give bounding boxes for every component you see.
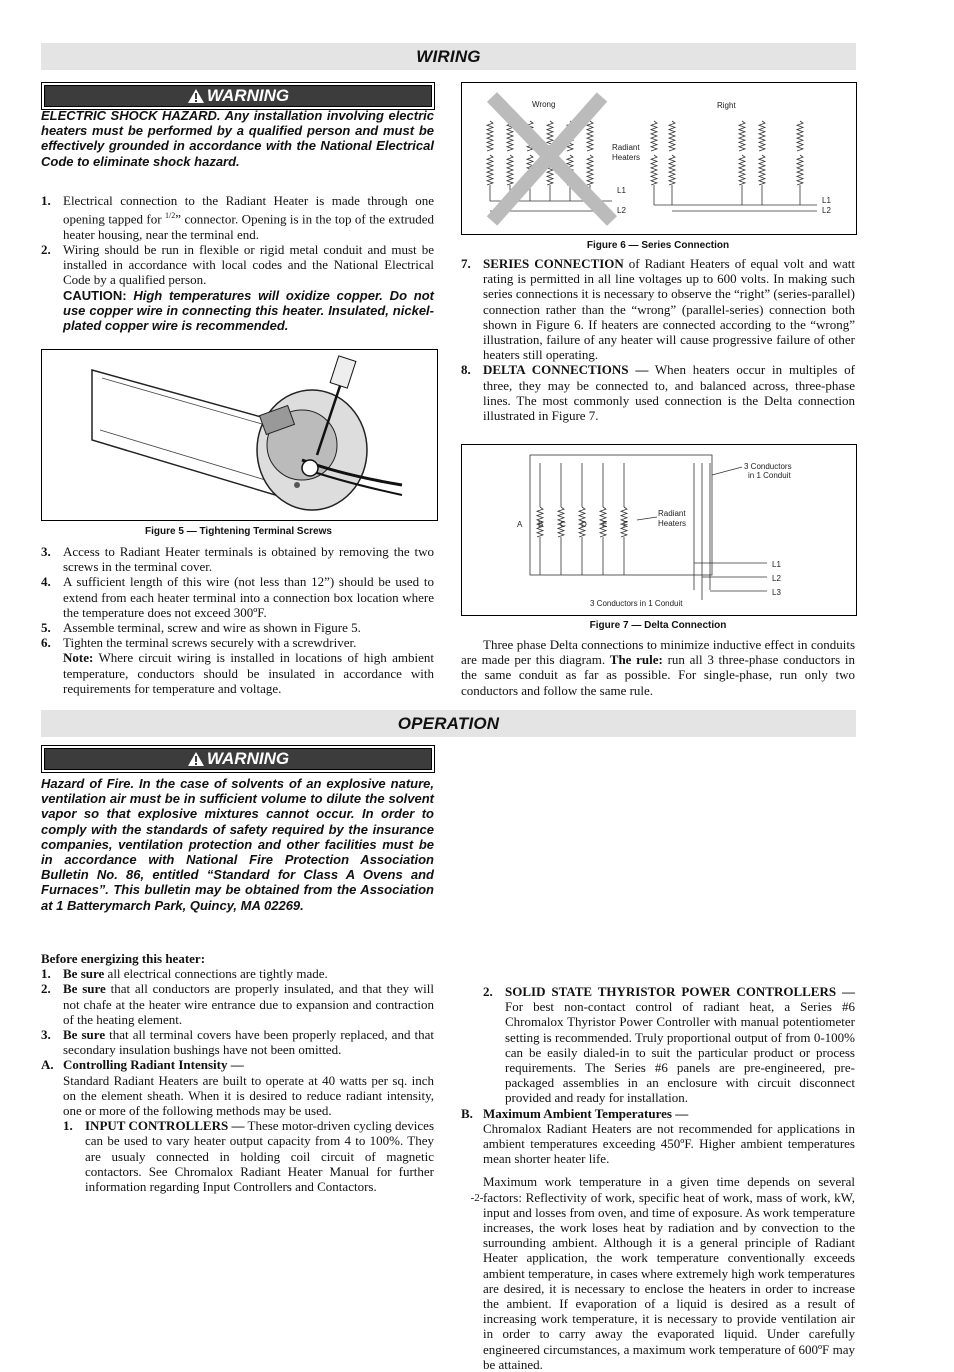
leader-line [637,517,657,520]
wiring-step-3: 3. Access to Radiant Heater terminals is obtained by removing the two screws in the terminal cover. [41,544,434,575]
operation-left-column [41,951,434,1194]
fig7-bottom-label: 3 Conductors in 1 Conduit [590,599,683,608]
warning-label: WARNING [206,749,290,768]
operation-right-column [461,984,855,1372]
wiring-step-8: 8. DELTA CONNECTIONS — When heaters occur in multiples of three, they may be connected to, and balanced across, three-phase lines. The most commonly used connection is the Delta connection illustrated in Figure 7. [461,362,855,424]
fig7-heaters-label: Heaters [658,519,687,528]
fig6-wrong-label: Wrong [532,100,556,109]
heater-coil [651,155,657,185]
figure-5-caption: Figure 5 — Tightening Terminal Screws [145,526,332,537]
operation-step-2: 2. Be sure that all conductors are properly insulated, and that they will not chafe at the heater wire entrance due to expansion and contraction of the heating element. [41,981,434,1027]
fig6-right-l1: L1 [822,196,831,205]
operation-step-1: 1. Be sure all electrical connections are tightly made. [41,966,328,982]
thyristor-controllers: 2. SOLID STATE THYRISTOR POWER CONTROLLERS — For best non-contact control of radiant heat, a Series #6 Chromalox Thyristor Power Controller with manual potentiometer setting is recommended. Truly proportional output of from 0-100% can be easily dialed-in to suit the particular product or process requirements. The Series #6 panels are pre-engineered, pre-packaged assemblies in an enclosure with circuit disconnect provided and ready for installation. [483,984,855,1106]
page-number: -2- [470,1192,484,1204]
heater-coil [587,121,593,151]
heater-coil [797,155,803,185]
fig7-conduit-label: in 1 Conduit [748,471,791,480]
fig7-l1: L1 [772,560,781,569]
input-controllers: 1. INPUT CONTROLLERS — These motor-driven cycling devices can be used to vary heater output capacity from 4 to 100%. They are usualy connected in holding coil circuit of magnetic contactors. See Chromalox Radiant Heater Manual for further information regarding Input Controllers and Contactors. [63,1118,435,1195]
fig7-label-f: F [623,520,628,529]
heater-coil [759,155,765,185]
fig7-l3: L3 [772,588,781,597]
leader-line [712,467,742,475]
wiring-step-7: 7. SERIES CONNECTION of Radiant Heaters of equal volt and watt rating is permitted in all line voltages up to 600 volts. In making such series connections it is necessary to observe the “right” (series-parallel) connection rather than the “wrong” (parallel-series) connection both shown in Figure 6. If heaters are connected according to the “wrong” illustration, failure of any heater will cause progressive failure of other heaters still operating. [461,256,855,363]
wiring-step-2: 2. Wiring should be run in flexible or rigid metal conduit and must be installed in accordance with local codes and the National Electrical Code by a qualified person. CAUTION: High temperatures will oxidize copper. Do not use copper wire in connecting this heater. Insulated, nickel-plated copper wire is recommended. [41,241,434,333]
warning-banner [41,82,435,110]
fig7-radiant-label: Radiant [658,509,686,518]
wiring-step-5: 5. Assemble terminal, screw and wire as shown in Figure 5. [41,620,361,636]
warning-banner [41,745,435,773]
wiring-steps-3-6 [41,544,434,696]
wiring-step-4: 4. A sufficient length of this wire (not less than 12”) should be used to extend from each heater terminal into a connection box location where the temperature does not exceed 300ºF. [41,574,434,620]
wiring-steps-7-8 [461,256,855,423]
warning-label: WARNING [206,86,290,105]
operation-title: OPERATION [397,713,500,733]
before-energizing-heading: Before energizing this heater: [41,951,206,966]
delta-connection-diagram [462,445,856,615]
caution-note: CAUTION: High temperatures will oxidize copper. Do not use copper wire in connecting this heater. Insulated, nickel-plated copper wire is recommended. [63,287,434,333]
heater-coil [487,155,493,185]
heater-coil [739,121,745,151]
warning-triangle-icon [187,88,205,104]
fig7-label-b: B [538,520,544,529]
figure-7-caption: Figure 7 — Delta Connection [589,620,727,631]
wiring-step-1: 1. Electrical connection to the Radiant Heater is made through one opening tapped for $^{1/2}$” connector. Opening is in the top of the extruded heater housing, near the terminal end. [41,193,434,242]
heater-coil [759,121,765,151]
fig7-l2: L2 [772,574,781,583]
heater-coil [669,155,675,185]
max-ambient-temps: B. Maximum Ambient Temperatures — Chromalox Radiant Heaters are not recommended for applications in ambient temperatures exceeding 450ºF. Higher ambient temperatures mean shorter heater life. Maximum work temperature in a given time depends on several factors: Reflectivity of work, specific heat of work, mass of work, kW, input and losses from oven, and time of exposure. As work temperature increases, the work loses heat by radiation and by convection to the surrounding ambient. Although it is a general principle of Radiant Heater application, the work temperature conventionally exceeds ambient temperature, in cases where extremely high work temperatures are desired, it is necessary to enclose the heaters in order to increase the ambient. If evaporation of a liquid is desired as a result of increasing work temperature, it is necessary to provide ventilation air in order to carry away the evaporated liquid. Under carefully engineered circumstances, a maximum work temperature of 600ºF may be attained. [461,1105,855,1372]
fig6-radiant-label: Radiant [612,143,640,152]
fig6-right-l2: L2 [822,206,831,215]
figure-6-series-diagram [461,82,857,235]
terminal-screw-illustration [42,350,437,520]
fig6-right-label: Right [717,101,736,110]
operation-step-3: 3. Be sure that all terminal covers have been properly replaced, and that secondary insulation bushings have not been omitted. [41,1027,434,1058]
warning-triangle-icon [187,751,205,767]
fire-hazard-warning: Hazard of Fire. In the case of solvents of an explosive nature, ventilation air must be in sufficient volume to dilute the solvent vapor so that explosive mixtures cannot occur. In order to comply with the standards of safety required by the insurance companies, ventilation protection and other facilities must be in accordance with National Fire Protection Association Bulletin No. 86, entitled “Standard for Class A Ovens and Furnaces”. This bulletin may be obtained from the Association at 1 Batterymarch Park, Quincy, MA 02269. [41,776,434,913]
fig7-conductors-label: 3 Conductors [744,462,792,471]
wiring-step-6: 6. Tighten the terminal screws securely with a screwdriver. Note: Where circuit wiring is installed in locations of high ambient temperature, conductors should be insulated in accordance with requirements for temperature and voltage. [41,635,434,696]
heater-coil [487,121,493,151]
wiring-section-header [41,43,856,70]
figure-7-delta-diagram [461,444,857,616]
wiring-steps-1-2 [41,193,434,333]
fig6-heaters-label: Heaters [612,153,641,162]
heater-coil [797,121,803,151]
figure-5-illustration [41,349,438,521]
fig7-label-a: A [517,520,523,529]
shock-hazard-warning: ELECTRIC SHOCK HAZARD. Any installation involving electric heaters must be performed by a qualified person and must be effectively grounded in accordance with the National Electrical Code to eliminate shock hazard. [41,108,434,169]
fig7-label-e: E [602,520,608,529]
fig7-label-d: D [581,520,587,529]
work-temperature-paragraph: Maximum work temperature in a given time depends on several factors: Reflectivity of work, specific heat of work, mass of work, kW, input and losses from oven, and time of exposure. As work temperature increases, the work loses heat by radiation and by convection to the surrounding ambient. Although it is a general principle of Radiant Heater application, the work temperature conventionally exceeds ambient temperature, in cases where extremely high work temperatures are desired, it is necessary to enclose the heaters in order to increase the ambient. If evaporation of a liquid is desired as a result of increasing work temperature, it is necessary to provide ventilation air in order to carry away the evaporated liquid. Under carefully engineered circumstances, a maximum work temperature of 600ºF may be attained. [483,1174,855,1372]
wiring-title: WIRING [416,46,481,66]
operation-section-header [41,710,856,737]
heater-coil [651,121,657,151]
wiring-note: Note: Where circuit wiring is installed in locations of high ambient temperature, conductors should be insulated in accordance with requirements for temperature and voltage. [63,650,434,696]
heater-coil [507,155,513,185]
delta-paragraph: Three phase Delta connections to minimize inductive effect in conduits are made per this diagram. The rule: run all 3 three-phase conductors in the same conduit as far as possible. For single-phase, run only two conductors and follow the same rule. [461,637,855,698]
fig7-label-c: C [560,520,566,529]
controlling-intensity: A. Controlling Radiant Intensity — Standard Radiant Heaters are built to operate at 40 watts per sq. inch on the element sheath. When it is desired to reduce radiant intensity, one or more of the following methods may be used. 1. INPUT CONTROLLERS — These motor-driven cycling devices can be used to vary heater output capacity from 4 to 100%. They are usualy connected in holding coil circuit of magnetic contactors. See Chromalox Radiant Heater Manual for further information regarding Input Controllers and Contactors. [41,1057,435,1195]
fig6-wrong-l1: L1 [617,186,626,195]
figure-6-caption: Figure 6 — Series Connection [586,240,730,251]
fig6-wrong-l2: L2 [617,206,626,215]
heater-coil [669,121,675,151]
series-connection-diagram [462,83,856,234]
heater-coil [739,155,745,185]
heater-coil [587,155,593,185]
